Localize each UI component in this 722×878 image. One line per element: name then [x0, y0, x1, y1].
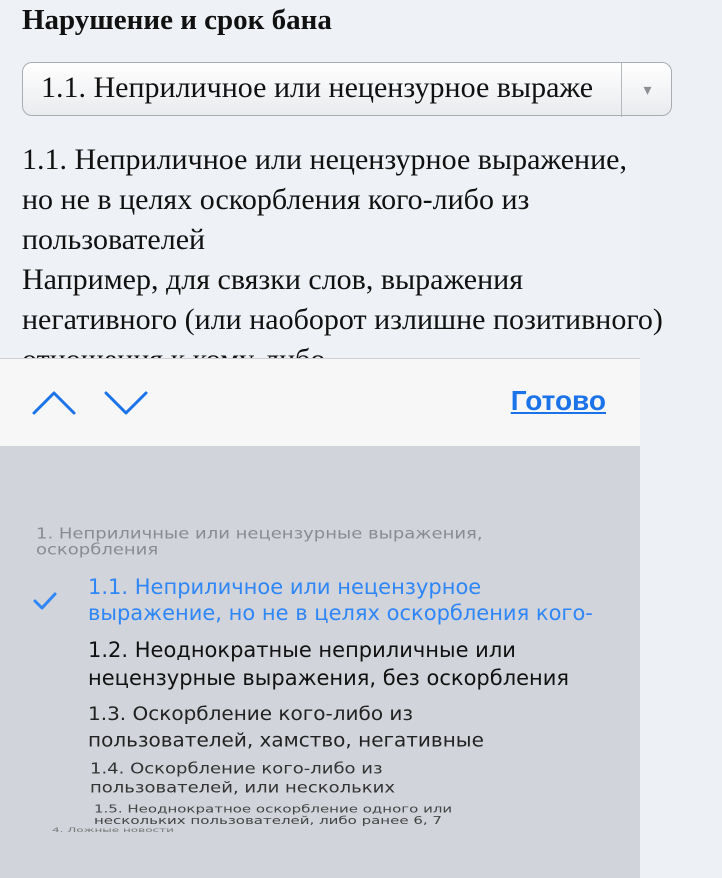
description-line: но не в целях оскорбления кого-либо из — [22, 183, 530, 216]
chevron-down-icon — [102, 381, 150, 425]
option-line: 4. Ложные новости — [52, 826, 174, 834]
description-line: пользователей — [22, 223, 206, 256]
picker-option[interactable] — [88, 700, 484, 753]
violation-select[interactable] — [22, 62, 672, 116]
picker-option[interactable] — [90, 760, 395, 797]
picker-wheel[interactable] — [0, 446, 640, 878]
page-content — [0, 0, 663, 358]
done-button[interactable]: Готово — [510, 385, 606, 416]
chevron-up-icon — [30, 381, 78, 425]
option-line: 1.5. Неоднократное оскорбление одного или — [94, 802, 453, 816]
picker-option[interactable] — [36, 526, 483, 558]
option-line: 1.4. Оскорбление кого-либо из — [90, 760, 383, 778]
picker-option[interactable] — [88, 636, 569, 692]
next-field-button[interactable] — [102, 381, 150, 425]
option-line: оскорбления — [36, 541, 159, 559]
option-line: 1.2. Неоднократные неприличные или — [88, 638, 516, 662]
option-line: 1.3. Оскорбление кого-либо из — [88, 701, 414, 725]
previous-field-button[interactable] — [30, 381, 78, 425]
picker-option[interactable] — [52, 827, 174, 834]
option-line: нескольких пользователей, либо ранее 6, 7 — [94, 813, 442, 827]
option-line: нецензурные выражения, без оскорбления — [88, 666, 570, 690]
option-line: 1. Неприличные или нецензурные выражения, — [36, 525, 483, 543]
description-line: негативного (или наоборот излишне позитивного) — [22, 303, 663, 336]
option-line: 1.1. Неприличное или нецензурное — [88, 575, 482, 599]
violation-description — [22, 140, 722, 380]
input-accessory-toolbar — [0, 358, 640, 447]
chevron-down-icon: ▾ — [621, 63, 673, 117]
description-line: 1.1. Неприличное или нецензурное выражение, — [22, 143, 627, 176]
option-line: выражение, но не в целях оскорбления кого- — [88, 601, 593, 625]
description-line: Например, для связки слов, выражения — [22, 263, 524, 296]
checkmark-icon — [32, 590, 58, 612]
option-line: пользователей, или нескольких — [90, 778, 395, 797]
select-value: 1.1. Неприличное или нецензурное выраже — [41, 71, 594, 104]
picker-option-selected[interactable] — [88, 574, 593, 626]
picker-option[interactable] — [94, 803, 452, 826]
option-line: пользователей, хамство, негативные — [88, 728, 484, 752]
page-heading: Нарушение и срок бана — [22, 4, 332, 36]
